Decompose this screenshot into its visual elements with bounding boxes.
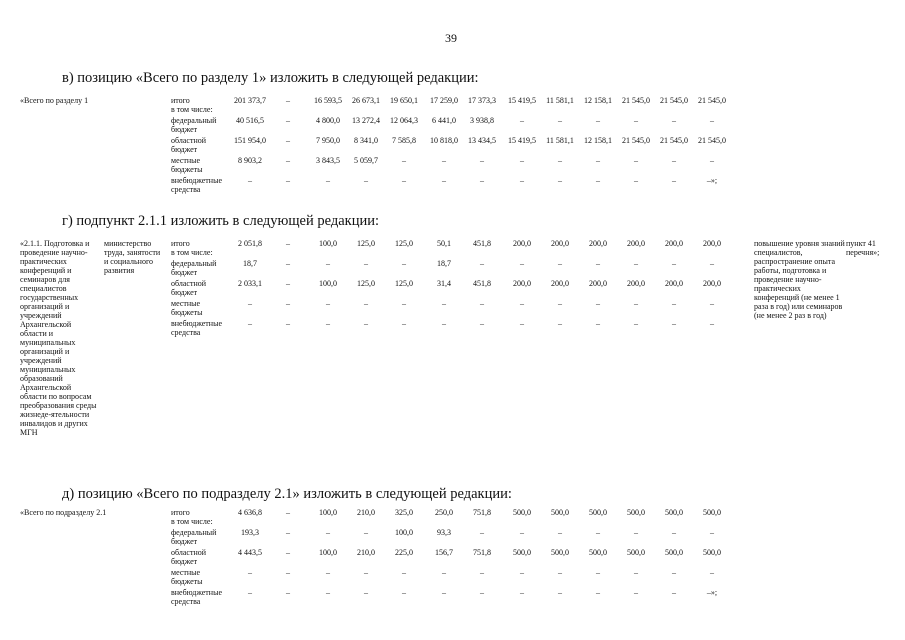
table-cell: 4 636,8 (238, 508, 262, 517)
table-cell: 13 272,4 (352, 116, 380, 125)
table-cell: 2 033,1 (238, 279, 262, 288)
table-cell: – (442, 319, 446, 328)
table-cell: – (596, 299, 600, 308)
table-cell: – (596, 259, 600, 268)
table-cell: 451,8 (473, 239, 491, 248)
table-cell: – (710, 156, 714, 165)
table-cell: – (442, 299, 446, 308)
table-cell: – (710, 319, 714, 328)
table-cell: 225,0 (395, 548, 413, 557)
table-cell: 100,0 (319, 239, 337, 248)
table-cell: 125,0 (357, 279, 375, 288)
table-cell: – (480, 299, 484, 308)
table-cell: 12 158,1 (584, 96, 612, 105)
table-cell: – (402, 319, 406, 328)
table-cell: – (634, 176, 638, 185)
table-cell: 100,0 (319, 279, 337, 288)
table-cell: 500,0 (703, 548, 721, 557)
table-cell: 100,0 (319, 508, 337, 517)
table-cell: 125,0 (357, 239, 375, 248)
table-cell: 21 545,0 (622, 136, 650, 145)
section-g-heading: г) подпункт 2.1.1 изложить в следующей редакции: (62, 213, 380, 229)
table-cell: – (520, 176, 524, 185)
table-cell: – (286, 528, 290, 537)
table-cell: – (634, 259, 638, 268)
table-cell: – (634, 319, 638, 328)
table-cell: 11 581,1 (546, 96, 574, 105)
table-cell: – (672, 299, 676, 308)
table-cell: 21 545,0 (698, 136, 726, 145)
table-cell: – (286, 116, 290, 125)
table-cell: 7 585,8 (392, 136, 416, 145)
table-cell: – (402, 568, 406, 577)
table-cell: – (634, 299, 638, 308)
table-cell: – (596, 588, 600, 597)
table-cell: – (286, 96, 290, 105)
table-cell: – (286, 239, 290, 248)
table-cell: 21 545,0 (698, 96, 726, 105)
table-cell: 40 516,5 (236, 116, 264, 125)
table-cell: – (286, 176, 290, 185)
table-cell: 12 158,1 (584, 136, 612, 145)
table-cell: 200,0 (513, 279, 531, 288)
table-cell: – (326, 588, 330, 597)
table-cell: 3 843,5 (316, 156, 340, 165)
table-cell: – (480, 259, 484, 268)
table-cell: – (326, 319, 330, 328)
row-label: в том числе: (171, 248, 213, 257)
table-cell: 500,0 (589, 548, 607, 557)
table-cell: – (558, 116, 562, 125)
table-cell: 751,8 (473, 508, 491, 517)
row-label: областной бюджет (171, 136, 207, 154)
table-cell: 500,0 (665, 548, 683, 557)
table-cell: – (402, 156, 406, 165)
section-g-reference: пункт 41 перечня»; (846, 239, 880, 257)
section-v-heading: в) позицию «Всего по разделу 1» изложить в следующей редакции: (62, 70, 479, 86)
table-cell: 151 954,0 (234, 136, 266, 145)
table-cell: – (442, 588, 446, 597)
table-cell: – (558, 319, 562, 328)
table-cell: – (710, 259, 714, 268)
table-cell: – (634, 588, 638, 597)
table-cell: 100,0 (319, 548, 337, 557)
table-cell: 17 259,0 (430, 96, 458, 105)
table-cell: 125,0 (395, 239, 413, 248)
table-cell: – (558, 176, 562, 185)
table-cell: – (520, 319, 524, 328)
table-cell: 11 581,1 (546, 136, 574, 145)
section-g-executor: министерство труда, занятости и социального развития (104, 239, 161, 275)
table-cell: – (596, 319, 600, 328)
table-cell: 10 818,0 (430, 136, 458, 145)
table-cell: – (634, 568, 638, 577)
table-cell: 500,0 (627, 548, 645, 557)
table-cell: 21 545,0 (622, 96, 650, 105)
table-cell: – (286, 279, 290, 288)
table-cell: 125,0 (395, 279, 413, 288)
table-cell: – (710, 299, 714, 308)
table-cell: 4 443,5 (238, 548, 262, 557)
table-cell: 325,0 (395, 508, 413, 517)
table-cell: 8 903,2 (238, 156, 262, 165)
table-cell: – (402, 588, 406, 597)
row-label: внебюджетные средства (171, 319, 222, 337)
row-label: итого (171, 508, 190, 517)
table-cell: 451,8 (473, 279, 491, 288)
table-cell: – (480, 568, 484, 577)
table-cell: – (710, 116, 714, 125)
table-cell: – (480, 319, 484, 328)
table-cell: – (248, 319, 252, 328)
table-cell: 500,0 (665, 508, 683, 517)
table-cell: 201 373,7 (234, 96, 266, 105)
table-cell: – (286, 588, 290, 597)
table-cell: 200,0 (665, 279, 683, 288)
table-cell: 5 059,7 (354, 156, 378, 165)
table-cell: 12 064,3 (390, 116, 418, 125)
table-cell: – (364, 568, 368, 577)
table-cell: 50,1 (437, 239, 451, 248)
table-cell: 500,0 (551, 548, 569, 557)
row-label: внебюджетные средства (171, 176, 222, 194)
table-cell: 4 800,0 (316, 116, 340, 125)
table-cell: – (248, 568, 252, 577)
table-cell: – (520, 299, 524, 308)
table-cell: – (442, 568, 446, 577)
table-cell: – (596, 176, 600, 185)
row-label: в том числе: (171, 105, 213, 114)
row-label: местные бюджеты (171, 299, 203, 317)
table-cell: 3 938,8 (470, 116, 494, 125)
table-cell: 2 051,8 (238, 239, 262, 248)
section-g-row-label: «2.1.1. Подготовка и проведение научно-практических конференций и семинаров для специалистов государственных организаций и учреждений Архангельской области и муниципальных организаций и учреждений муниципальных образований Архангельской области по вопросам преобразования среды жизнеде-ятельности инвалидов и других МГН (20, 239, 97, 437)
table-cell: – (672, 156, 676, 165)
table-cell: 16 593,5 (314, 96, 342, 105)
table-cell: – (248, 299, 252, 308)
table-cell: 210,0 (357, 508, 375, 517)
table-cell: – (442, 176, 446, 185)
section-g-result: повышение уровня знаний специалистов, распространение опыта работы, подготовка и проведение научно-практических конференций (не менее 1 раза в год) или семинаров (не менее 2 раз в год) (754, 239, 845, 320)
row-label: в том числе: (171, 517, 213, 526)
table-cell: 500,0 (513, 548, 531, 557)
table-cell: – (480, 588, 484, 597)
table-cell: – (326, 568, 330, 577)
table-cell: – (286, 548, 290, 557)
table-cell: – (634, 156, 638, 165)
table-cell: 500,0 (703, 508, 721, 517)
table-cell: – (520, 588, 524, 597)
table-cell: – (520, 568, 524, 577)
table-cell: 200,0 (513, 239, 531, 248)
table-cell: – (442, 156, 446, 165)
table-cell: 21 545,0 (660, 136, 688, 145)
table-cell: 15 419,5 (508, 136, 536, 145)
table-cell: 8 341,0 (354, 136, 378, 145)
table-cell: – (710, 528, 714, 537)
table-cell: 200,0 (703, 279, 721, 288)
table-cell: – (558, 259, 562, 268)
table-cell: – (520, 528, 524, 537)
table-cell: – (402, 259, 406, 268)
table-cell: – (672, 176, 676, 185)
table-cell: – (248, 176, 252, 185)
table-cell: 15 419,5 (508, 96, 536, 105)
table-cell: – (480, 156, 484, 165)
table-cell: 200,0 (703, 239, 721, 248)
table-cell: 200,0 (589, 279, 607, 288)
table-cell: – (364, 528, 368, 537)
row-label: областной бюджет (171, 279, 207, 297)
section-d-row-label: «Всего по подразделу 2.1 (20, 508, 107, 517)
table-cell: – (596, 156, 600, 165)
table-cell: – (558, 156, 562, 165)
table-cell: 210,0 (357, 548, 375, 557)
table-cell: 250,0 (435, 508, 453, 517)
row-label: местные бюджеты (171, 156, 203, 174)
table-cell: 500,0 (589, 508, 607, 517)
table-cell: 193,3 (241, 528, 259, 537)
table-cell: 31,4 (437, 279, 451, 288)
table-cell: 200,0 (627, 279, 645, 288)
page-number: 39 (445, 31, 457, 45)
table-cell: – (364, 176, 368, 185)
table-cell: – (286, 319, 290, 328)
row-label: итого (171, 96, 190, 105)
table-cell: 18,7 (437, 259, 451, 268)
table-cell: – (520, 116, 524, 125)
table-cell: 500,0 (551, 508, 569, 517)
table-cell: – (286, 259, 290, 268)
table-cell: – (326, 299, 330, 308)
table-cell: 200,0 (627, 239, 645, 248)
table-cell: 200,0 (589, 239, 607, 248)
table-cell: – (364, 259, 368, 268)
table-cell: 200,0 (551, 279, 569, 288)
row-label: внебюджетные средства (171, 588, 222, 606)
table-cell: – (520, 156, 524, 165)
table-cell: – (672, 588, 676, 597)
table-cell: – (402, 176, 406, 185)
table-cell: 19 650,1 (390, 96, 418, 105)
table-cell: – (672, 116, 676, 125)
table-cell: – (672, 319, 676, 328)
table-cell: – (558, 568, 562, 577)
table-cell: – (596, 116, 600, 125)
table-cell: – (672, 528, 676, 537)
section-v-row-label: «Всего по разделу 1 (20, 96, 89, 105)
table-cell: 200,0 (665, 239, 683, 248)
table-cell: 100,0 (395, 528, 413, 537)
table-cell: – (402, 299, 406, 308)
table-cell: 18,7 (243, 259, 257, 268)
table-cell: – (364, 588, 368, 597)
table-cell: 13 434,5 (468, 136, 496, 145)
table-cell: – (558, 528, 562, 537)
row-label: местные бюджеты (171, 568, 203, 586)
row-label: федеральный бюджет (171, 116, 217, 134)
row-label: областной бюджет (171, 548, 207, 566)
table-cell: – (364, 319, 368, 328)
table-cell: 6 441,0 (432, 116, 456, 125)
table-cell: 21 545,0 (660, 96, 688, 105)
table-cell: 156,7 (435, 548, 453, 557)
table-cell: – (480, 176, 484, 185)
table-cell: – (672, 568, 676, 577)
table-cell: – (558, 588, 562, 597)
table-cell: – (558, 299, 562, 308)
row-label: итого (171, 239, 190, 248)
table-cell: – (596, 528, 600, 537)
table-cell: – (286, 568, 290, 577)
table-cell: – (286, 508, 290, 517)
row-label: федеральный бюджет (171, 528, 217, 546)
table-cell: – (286, 136, 290, 145)
table-cell: – (710, 568, 714, 577)
table-cell: – (634, 528, 638, 537)
table-cell: – (326, 528, 330, 537)
table-cell: – (326, 259, 330, 268)
table-cell: 200,0 (551, 239, 569, 248)
table-cell: 17 373,3 (468, 96, 496, 105)
table-cell: 93,3 (437, 528, 451, 537)
table-cell: – (286, 299, 290, 308)
section-d-heading: д) позицию «Всего по подразделу 2.1» изложить в следующей редакции: (62, 486, 512, 502)
table-cell: –»; (706, 176, 718, 185)
table-cell: – (248, 588, 252, 597)
table-cell: 500,0 (513, 508, 531, 517)
table-cell: 500,0 (627, 508, 645, 517)
table-cell: –»; (706, 588, 718, 597)
table-cell: – (596, 568, 600, 577)
table-cell: – (286, 156, 290, 165)
row-label: федеральный бюджет (171, 259, 217, 277)
table-cell: – (364, 299, 368, 308)
table-cell: 7 950,0 (316, 136, 340, 145)
table-cell: 26 673,1 (352, 96, 380, 105)
table-cell: – (520, 259, 524, 268)
table-cell: 751,8 (473, 548, 491, 557)
table-cell: – (480, 528, 484, 537)
table-cell: – (672, 259, 676, 268)
table-cell: – (326, 176, 330, 185)
table-cell: – (634, 116, 638, 125)
